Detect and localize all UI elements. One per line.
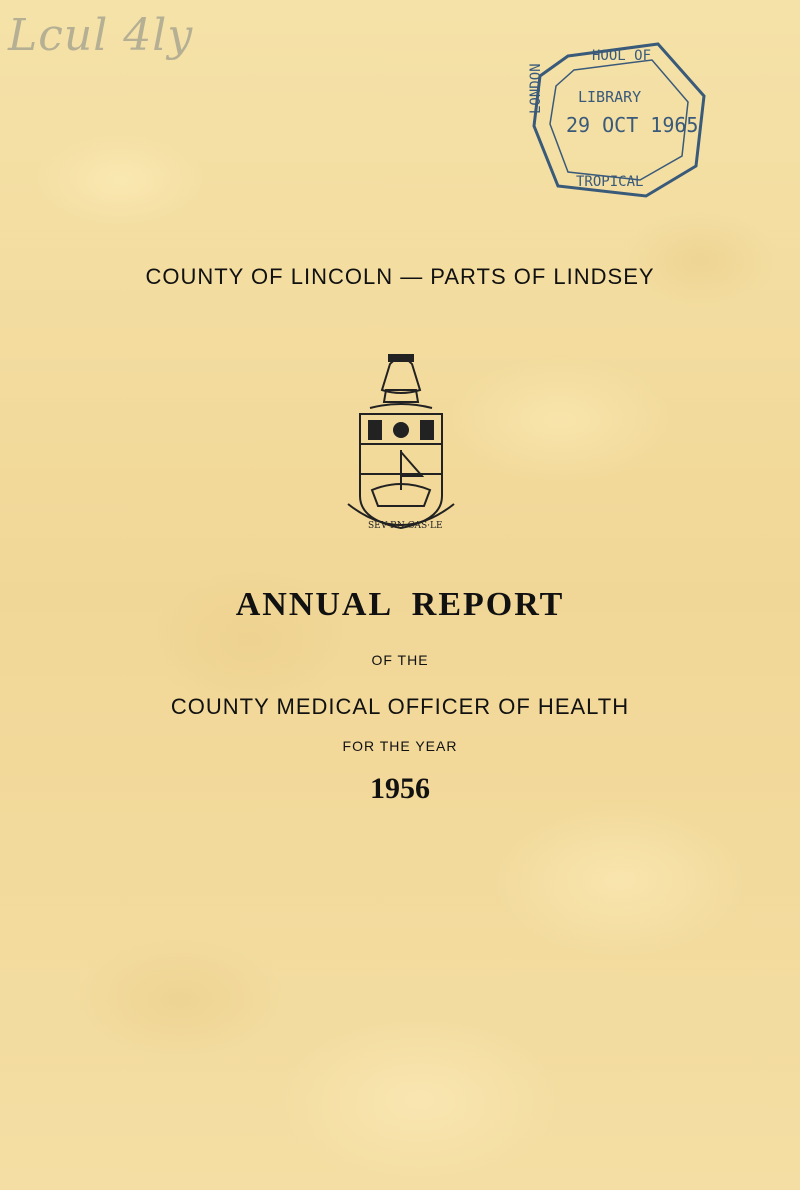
stamp-date: 29 OCT 1965 bbox=[566, 113, 699, 137]
report-year: 1956 bbox=[370, 772, 430, 805]
county-crest bbox=[338, 350, 464, 550]
stamp-side-text: LONDON bbox=[528, 63, 544, 114]
report-title: ANNUAL REPORT bbox=[235, 586, 565, 623]
office-title: COUNTY MEDICAL OFFICER OF HEALTH bbox=[170, 694, 630, 719]
stamp-bottom-text: TROPICAL bbox=[576, 174, 644, 190]
library-stamp bbox=[528, 36, 714, 204]
crest-motto: SEV·RN·CAS·LE bbox=[368, 521, 443, 531]
of-the-label: OF THE bbox=[371, 652, 429, 668]
crest-helm-icon bbox=[382, 358, 420, 393]
for-the-year-label: FOR THE YEAR bbox=[342, 738, 458, 754]
county-heading: COUNTY OF LINCOLN — PARTS OF LINDSEY bbox=[145, 264, 655, 289]
stamp-top-text: HOOL OF bbox=[592, 48, 652, 64]
handwritten-annotation: Lcul 4ly bbox=[8, 10, 194, 61]
stamp-library-label: LIBRARY bbox=[578, 88, 642, 106]
